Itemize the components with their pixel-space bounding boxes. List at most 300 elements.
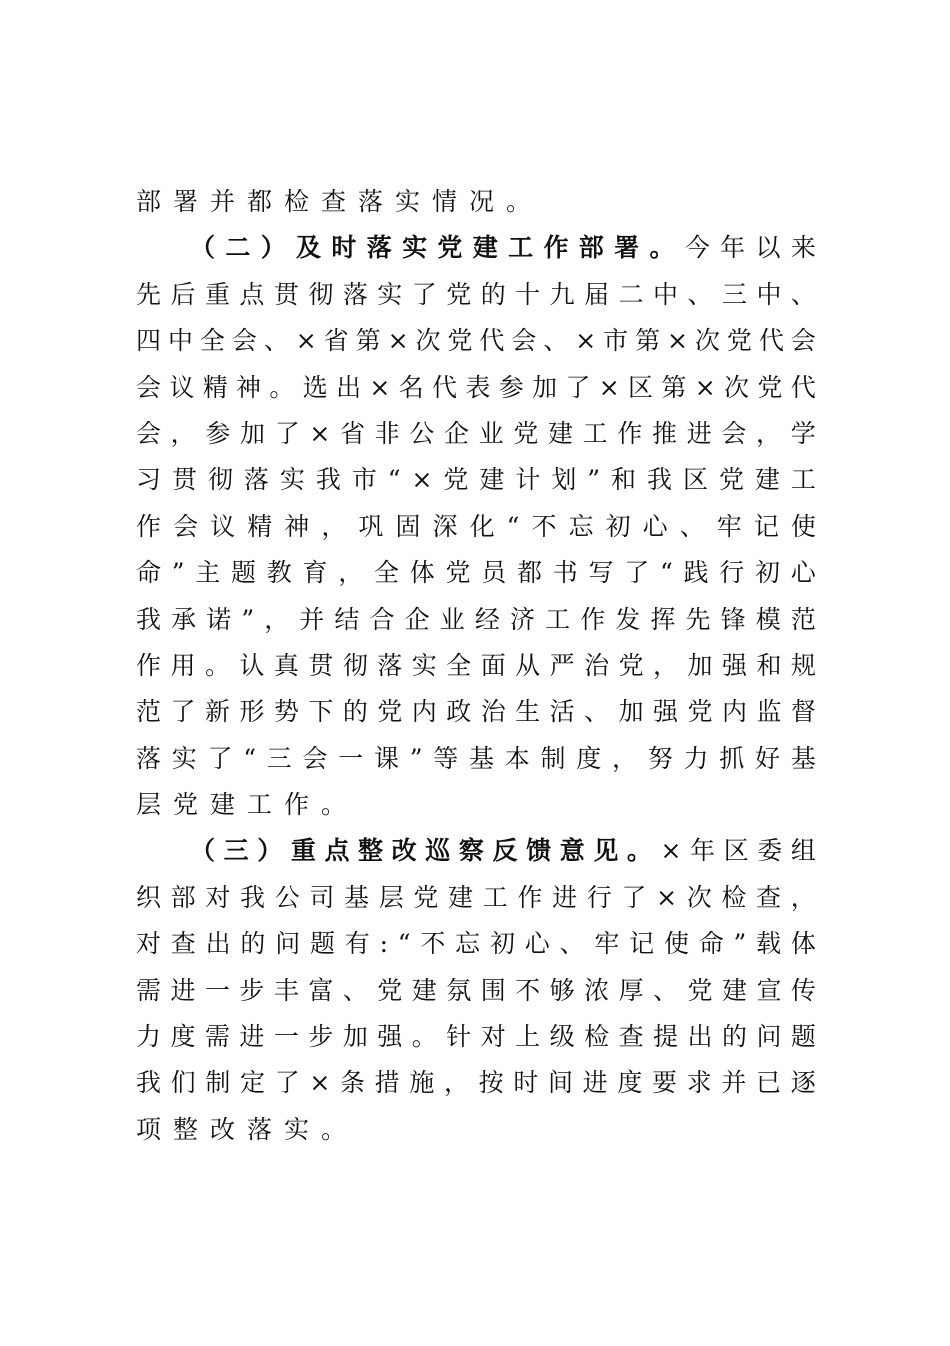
text-char: 实 xyxy=(279,465,305,495)
text-char: 巩 xyxy=(358,511,384,541)
text-char: 我 xyxy=(136,1068,162,1098)
text-char: 督 xyxy=(790,697,816,727)
text-char: 了 xyxy=(274,418,300,448)
text-char: 会 xyxy=(136,372,162,402)
heading-char: 。 xyxy=(626,836,652,866)
paragraph-first-line xyxy=(136,828,816,874)
text-char: 区 xyxy=(723,836,749,866)
text-char: 载 xyxy=(756,929,782,959)
text-char: × xyxy=(411,465,433,495)
text-char: 合 xyxy=(369,604,395,634)
text-char: 议 xyxy=(169,372,195,402)
text-char: 工 xyxy=(790,465,816,495)
text-char: 中 xyxy=(756,279,782,309)
text-char: 党 xyxy=(513,418,539,448)
text-char: “ xyxy=(660,558,673,588)
text-char: 今 xyxy=(684,233,710,263)
text-char: 济 xyxy=(509,604,535,634)
text-char: 治 xyxy=(480,697,506,727)
text-char: 以 xyxy=(755,233,781,263)
heading-char: 见 xyxy=(593,836,619,866)
text-char: 区 xyxy=(628,372,654,402)
text-char: 问 xyxy=(275,929,301,959)
text-char: 间 xyxy=(548,1068,574,1098)
text-char: 出 xyxy=(336,372,362,402)
text-char: 提 xyxy=(653,1022,679,1052)
text-char: ” xyxy=(733,929,747,959)
text-char: 作 xyxy=(617,418,643,448)
paragraph-line xyxy=(136,318,816,364)
text-char: “ xyxy=(243,743,257,773)
text-char: 部 xyxy=(170,882,196,912)
heading-char: 意 xyxy=(559,836,585,866)
text-char: 努 xyxy=(647,743,673,773)
text-char: 员 xyxy=(481,558,507,588)
text-char: 好 xyxy=(755,743,781,773)
text-char: 和 xyxy=(611,465,637,495)
text-char: 的 xyxy=(240,929,266,959)
text-char: ， xyxy=(338,558,364,588)
paragraph-line xyxy=(136,1060,816,1106)
text-char: 会 xyxy=(136,418,162,448)
text-char: 从 xyxy=(515,650,541,680)
text-char: 宣 xyxy=(756,975,782,1005)
text-char: 党 xyxy=(687,697,713,727)
text-char: 年 xyxy=(720,233,746,263)
text-char: 固 xyxy=(395,511,421,541)
text-char: 经 xyxy=(474,604,500,634)
paragraph-line xyxy=(136,782,816,828)
text-char: 锋 xyxy=(720,604,746,634)
text-char: 了 xyxy=(624,558,650,588)
text-char: 不 xyxy=(531,511,557,541)
text-char: 挥 xyxy=(650,604,676,634)
text-char: 使 xyxy=(663,929,689,959)
text-char: 次 xyxy=(724,372,750,402)
text-char: 传 xyxy=(790,975,816,1005)
text-char: 第 xyxy=(661,372,687,402)
text-char: 年 xyxy=(690,836,716,866)
text-char: 初 xyxy=(605,511,631,541)
text-char: 记 xyxy=(753,511,779,541)
heading-char: 三 xyxy=(223,836,249,866)
text-char: 非 xyxy=(374,418,400,448)
text-char: × xyxy=(309,418,331,448)
text-char: 先 xyxy=(136,279,162,309)
text-char: 来 xyxy=(790,233,816,263)
text-char: 查 xyxy=(618,1022,644,1052)
text-char: 书 xyxy=(552,558,578,588)
text-char: 主 xyxy=(195,558,221,588)
text-char: 进 xyxy=(552,882,578,912)
text-char: 代 xyxy=(758,326,784,356)
text-char: 生 xyxy=(515,697,541,727)
text-char: 全 xyxy=(446,650,472,680)
text-char: 新 xyxy=(204,697,230,727)
text-char: 市 xyxy=(351,465,377,495)
text-char: 心 xyxy=(642,511,668,541)
text-char: 面 xyxy=(480,650,506,680)
text-char: 建 xyxy=(754,465,780,495)
text-char: 会 xyxy=(173,511,199,541)
text-char: 省 xyxy=(323,326,349,356)
text-char: 了 xyxy=(411,279,437,309)
text-char: 党 xyxy=(445,558,471,588)
text-char: 丰 xyxy=(273,975,299,1005)
text-char: 次 xyxy=(415,326,441,356)
text-char: 党 xyxy=(446,279,472,309)
text-char: 习 xyxy=(136,465,162,495)
text-char: 委 xyxy=(757,836,783,866)
text-char: 的 xyxy=(480,279,506,309)
text-char: 九 xyxy=(549,279,575,309)
text-char: 活 xyxy=(549,697,575,727)
text-char: 省 xyxy=(339,418,365,448)
text-char: 。 xyxy=(204,650,230,680)
text-char: 初 xyxy=(755,558,781,588)
text-char: 承 xyxy=(171,604,197,634)
heading-char: 反 xyxy=(492,836,518,866)
text-char: 内 xyxy=(411,697,437,727)
text-char: 会 xyxy=(302,743,328,773)
text-char: 、 xyxy=(790,279,816,309)
text-char: 范 xyxy=(790,604,816,634)
text-char: 够 xyxy=(549,975,575,1005)
text-char: 真 xyxy=(273,650,299,680)
document-body xyxy=(136,179,816,1153)
text-char: 建 xyxy=(548,418,574,448)
paragraph-line xyxy=(136,875,816,921)
text-char: 和 xyxy=(756,650,782,680)
text-char: 对 xyxy=(205,882,231,912)
text-char: 本 xyxy=(504,743,530,773)
text-char: 、 xyxy=(263,326,289,356)
text-char: 我 xyxy=(136,604,162,634)
paragraph-line xyxy=(136,272,816,318)
text-char: 上 xyxy=(515,1022,541,1052)
text-char: 后 xyxy=(170,279,196,309)
text-char: 精 xyxy=(202,372,228,402)
text-char: ” xyxy=(587,465,601,495)
text-char: 查 xyxy=(756,882,782,912)
text-char: ” xyxy=(409,743,423,773)
text-char: 计 xyxy=(515,465,541,495)
text-char: 工 xyxy=(582,418,608,448)
text-char: 不 xyxy=(420,929,446,959)
text-char: 。 xyxy=(269,372,295,402)
text-char: 逐 xyxy=(790,1068,816,1098)
text-char: 学 xyxy=(790,418,816,448)
text-char: 进 xyxy=(170,975,196,1005)
text-char: 教 xyxy=(266,558,292,588)
text-char: 加 xyxy=(618,697,644,727)
text-char: 建 xyxy=(448,882,474,912)
text-char: 深 xyxy=(432,511,458,541)
text-char: 区 xyxy=(682,465,708,495)
text-char: 、 xyxy=(584,697,610,727)
text-char: 重 xyxy=(204,279,230,309)
text-char: 了 xyxy=(170,697,196,727)
text-char: ， xyxy=(756,418,782,448)
text-char: 需 xyxy=(136,975,162,1005)
text-char: × xyxy=(694,372,716,402)
text-char: 第 xyxy=(355,326,381,356)
text-char: 对 xyxy=(480,1022,506,1052)
text-char: 党 xyxy=(443,465,469,495)
paragraph-line xyxy=(136,504,816,550)
text-char: 进 xyxy=(686,418,712,448)
text-char: 作 xyxy=(136,650,162,680)
text-char: 并 xyxy=(299,604,325,634)
text-char: 次 xyxy=(686,882,712,912)
text-char: 诺 xyxy=(206,604,232,634)
text-char: ， xyxy=(170,418,196,448)
text-char: × xyxy=(575,326,597,356)
text-char: × xyxy=(660,836,682,866)
text-char: 党 xyxy=(618,650,644,680)
text-char: 届 xyxy=(584,279,610,309)
text-char: 中 xyxy=(653,279,679,309)
paragraph-line xyxy=(136,365,816,411)
heading-char: 部 xyxy=(578,233,604,263)
text-char: ， xyxy=(443,1068,469,1098)
text-char: 制 xyxy=(540,743,566,773)
line-text: 层党建工作。 xyxy=(136,790,359,820)
heading-char: 整 xyxy=(358,836,384,866)
text-char: 们 xyxy=(170,1068,196,1098)
text-char: 抓 xyxy=(719,743,745,773)
text-char: 都 xyxy=(517,558,543,588)
text-char: 公 xyxy=(409,418,435,448)
text-char: 了 xyxy=(207,743,233,773)
text-char: 进 xyxy=(239,1022,265,1052)
text-char: 度 xyxy=(170,1022,196,1052)
text-char: 认 xyxy=(239,650,265,680)
text-char: 组 xyxy=(790,836,816,866)
text-char: 层 xyxy=(378,882,404,912)
text-char: 浓 xyxy=(584,975,610,1005)
text-char: 题 xyxy=(309,929,335,959)
text-char: 神 xyxy=(284,511,310,541)
text-char: 强 xyxy=(377,1022,403,1052)
text-char: 点 xyxy=(239,279,265,309)
text-char: 议 xyxy=(210,511,236,541)
text-char: 初 xyxy=(489,929,515,959)
text-char: 落 xyxy=(342,279,368,309)
paragraph-line xyxy=(136,689,816,735)
text-char: 强 xyxy=(721,650,747,680)
text-char: 贯 xyxy=(308,650,334,680)
heading-char: 落 xyxy=(366,233,392,263)
text-char: 围 xyxy=(480,975,506,1005)
text-char: 忘 xyxy=(455,929,481,959)
text-char: 工 xyxy=(482,882,508,912)
text-char: 参 xyxy=(205,418,231,448)
text-char: × xyxy=(309,1068,331,1098)
text-char: 措 xyxy=(374,1068,400,1098)
text-char: 行 xyxy=(586,882,612,912)
text-char: 基 xyxy=(790,743,816,773)
text-char: 治 xyxy=(584,650,610,680)
text-char: 党 xyxy=(447,326,473,356)
text-char: 贯 xyxy=(171,465,197,495)
text-char: 我 xyxy=(240,882,266,912)
text-char: × xyxy=(387,326,409,356)
text-char: 命 xyxy=(136,558,162,588)
text-char: ” xyxy=(171,558,185,588)
heading-char: 作 xyxy=(543,233,569,263)
text-char: × xyxy=(598,372,620,402)
text-char: × xyxy=(667,326,688,356)
text-char: 四 xyxy=(136,326,162,356)
paragraph-first-line xyxy=(136,225,816,271)
text-char: 记 xyxy=(629,929,655,959)
text-char: ， xyxy=(790,882,816,912)
text-char: ， xyxy=(264,604,290,634)
text-char: 需 xyxy=(204,1022,230,1052)
paragraph-line xyxy=(136,597,816,643)
text-char: 体 xyxy=(409,558,435,588)
text-char: 会 xyxy=(721,418,747,448)
text-char: 心 xyxy=(524,929,550,959)
heading-char: 点 xyxy=(324,836,350,866)
heading-char: 建 xyxy=(472,233,498,263)
paragraph-line xyxy=(136,921,816,967)
text-char: 作 xyxy=(580,604,606,634)
text-char: 并 xyxy=(721,1068,747,1098)
heading-char: 署 xyxy=(614,233,640,263)
text-char: 作 xyxy=(517,882,543,912)
paragraph-line xyxy=(136,1107,816,1153)
heading-char: 党 xyxy=(437,233,463,263)
text-char: 求 xyxy=(686,1068,712,1098)
text-char: 代 xyxy=(790,372,816,402)
text-char: 织 xyxy=(136,882,162,912)
heading-char: 二 xyxy=(225,233,251,263)
text-char: 出 xyxy=(205,929,231,959)
text-char: 彻 xyxy=(308,279,334,309)
text-char: 实 xyxy=(171,743,197,773)
heading-char: 及 xyxy=(296,233,322,263)
text-char: 氛 xyxy=(446,975,472,1005)
text-char: 业 xyxy=(478,418,504,448)
text-char: 第 xyxy=(635,326,661,356)
text-char: 建 xyxy=(411,975,437,1005)
heading-char: 时 xyxy=(331,233,357,263)
text-char: 神 xyxy=(236,372,262,402)
text-char: 建 xyxy=(479,465,505,495)
text-char: 、 xyxy=(559,929,585,959)
text-char: 条 xyxy=(339,1068,365,1098)
text-char: 、 xyxy=(653,975,679,1005)
text-char: 基 xyxy=(344,882,370,912)
text-char: 问 xyxy=(756,1022,782,1052)
paragraph-line xyxy=(136,550,816,596)
text-char: 形 xyxy=(239,697,265,727)
paragraph-line xyxy=(136,411,816,457)
text-char: 心 xyxy=(790,558,816,588)
text-char: 牢 xyxy=(594,929,620,959)
text-char: 加 xyxy=(687,650,713,680)
text-char: 严 xyxy=(549,650,575,680)
text-char: 题 xyxy=(790,1022,816,1052)
text-char: 力 xyxy=(683,743,709,773)
text-char: 党 xyxy=(413,882,439,912)
text-char: 针 xyxy=(446,1022,472,1052)
text-char: 十 xyxy=(515,279,541,309)
text-char: 企 xyxy=(404,604,430,634)
text-char: × xyxy=(295,326,317,356)
heading-char: （ xyxy=(190,233,216,263)
text-char: 模 xyxy=(755,604,781,634)
text-char: 推 xyxy=(652,418,678,448)
heading-char: ） xyxy=(260,233,286,263)
text-char: 次 xyxy=(694,326,720,356)
text-char: 全 xyxy=(374,558,400,588)
heading-char: ） xyxy=(257,836,283,866)
text-char: 实 xyxy=(377,279,403,309)
text-char: 使 xyxy=(790,511,816,541)
paragraph-line xyxy=(136,457,816,503)
heading-char: 实 xyxy=(402,233,428,263)
text-char: 先 xyxy=(685,604,711,634)
text-char: 名 xyxy=(398,372,424,402)
text-char: 行 xyxy=(719,558,745,588)
text-char: 建 xyxy=(721,975,747,1005)
text-char: 三 xyxy=(266,743,292,773)
text-char: 对 xyxy=(136,929,162,959)
text-char: 发 xyxy=(615,604,641,634)
text-char: 出 xyxy=(687,1022,713,1052)
text-char: 市 xyxy=(603,326,629,356)
text-char: 育 xyxy=(302,558,328,588)
text-char: 会 xyxy=(790,326,816,356)
text-char: 代 xyxy=(479,326,505,356)
heading-char: 工 xyxy=(508,233,534,263)
text-char: 党 xyxy=(377,697,403,727)
paragraph-line xyxy=(136,968,816,1014)
text-char: 党 xyxy=(726,326,752,356)
text-char: 作 xyxy=(136,511,162,541)
text-char: 课 xyxy=(374,743,400,773)
text-char: 选 xyxy=(302,372,328,402)
text-char: 命 xyxy=(698,929,724,959)
text-char: 会 xyxy=(511,326,537,356)
text-char: 我 xyxy=(315,465,341,495)
heading-char: 巡 xyxy=(425,836,451,866)
text-char: 结 xyxy=(334,604,360,634)
text-char: 贯 xyxy=(273,279,299,309)
line-text: 项整改落实。 xyxy=(136,1114,359,1144)
text-char: “ xyxy=(506,511,520,541)
text-char: 、 xyxy=(543,326,569,356)
text-char: 工 xyxy=(545,604,571,634)
text-char: 中 xyxy=(167,326,193,356)
text-char: 加 xyxy=(240,418,266,448)
heading-char: 察 xyxy=(458,836,484,866)
text-char: 内 xyxy=(721,697,747,727)
text-char: 查 xyxy=(170,929,196,959)
text-char: 富 xyxy=(308,975,334,1005)
line-text: 部署并都检查落实情况。 xyxy=(136,187,544,216)
paragraph-line xyxy=(136,643,816,689)
text-char: 等 xyxy=(433,743,459,773)
text-char: 代 xyxy=(432,372,458,402)
text-char: 了 xyxy=(565,372,591,402)
text-char: 按 xyxy=(478,1068,504,1098)
text-char: 的 xyxy=(342,697,368,727)
text-char: 不 xyxy=(515,975,541,1005)
